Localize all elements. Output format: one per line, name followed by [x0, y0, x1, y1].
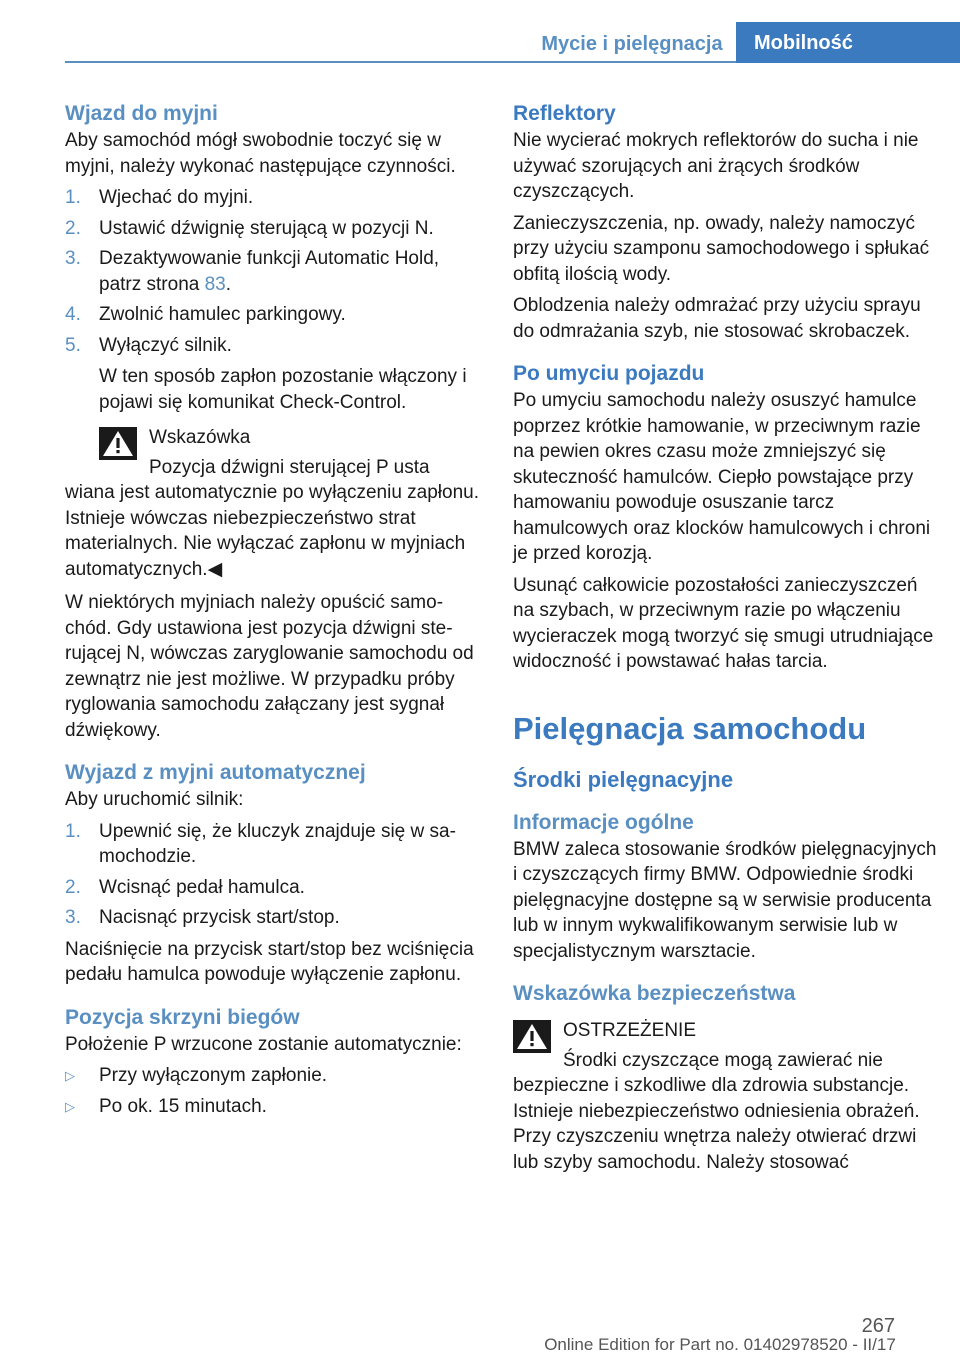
note-title: Wskazówka — [149, 427, 251, 448]
left-column — [65, 100, 483, 1125]
step-number: 4. — [65, 304, 81, 325]
step-text: Wyłączyć silnik. — [99, 334, 232, 356]
heading-wjazd: Wjazd do myjni — [65, 102, 218, 125]
paragraph-po-umyciu-2: Usunąć całkowicie pozostałości zanieczyszczeń na szybach, w przeciwnym razie po włączeniu wycieraczek mogą tworzyć się smugi utrudniające widoczność i powstawać hałas tarcia. — [513, 574, 934, 672]
bullet-list — [65, 1063, 483, 1119]
bullet-text: Przy wyłączonym zapłonie. — [99, 1065, 328, 1086]
warning-triangle-icon — [513, 1020, 551, 1053]
list-item — [65, 246, 483, 297]
bullet-triangle-icon: ▷ — [65, 1068, 75, 1083]
header-section-tab[interactable]: Mycie i pielęgnacja — [541, 33, 723, 55]
step-text: Zwolnić hamulec parkingowy. — [99, 304, 346, 325]
step-text-end: . — [225, 273, 232, 295]
paragraph-locking: W niektórych myjniach należy opuścić samochód. Gdy ustawiona jest pozycja dźwigni sterującej N, wówczas zaryglowanie samochodu od zewnątrz nie jest możliwe. W przypadku próby ryglowania samochodu załączany jest sygnał dźwiękowy. — [65, 592, 474, 741]
steps-list — [65, 185, 483, 415]
step-text: Ustawić dźwignię sterującą w pozycji N. — [99, 217, 434, 239]
step-number: 2. — [65, 217, 81, 239]
step-text: Dezaktywowanie funkcji Automatic Hold, patrz strona — [99, 248, 440, 295]
list-item — [65, 819, 483, 870]
step-text: Wcisnąć pedał hamulca. — [99, 876, 305, 898]
step-number: 2. — [65, 876, 81, 898]
list-item — [65, 333, 483, 416]
step-text: Upewnić się, że kluczyk znajduje się w samochodzie. — [99, 820, 456, 867]
paragraph-reflektory-2: Zanieczyszczenia, np. owady, należy namoczyć przy użyciu szamponu samochodowego i spłukać obfitą ilością wody. — [513, 212, 930, 285]
step-text: Wjechać do myjni. — [99, 187, 254, 208]
heading-srodki: Środki pielęgnacyjne — [513, 766, 734, 792]
warning-first-line: Środki czyszczące mogą zawierać nie — [563, 1049, 883, 1071]
warning-box — [513, 1018, 937, 1175]
step-number: 3. — [65, 907, 81, 928]
list-item — [65, 216, 483, 242]
start-steps-list — [65, 819, 483, 931]
list-item — [65, 185, 483, 211]
heading-reflektory: Reflektory — [513, 102, 616, 125]
right-column — [513, 100, 937, 1183]
paragraph-po-umyciu-1: Po umyciu samochodu należy osuszyć hamulce poprzez krótkie hamowanie, w przeciwnym razie na pewien okres czasu może zmniejszyć się skuteczność hamulców. Ciepło powstające przy hamowaniu powoduje osuszanie tarcz hamulcowych oraz klocków hamulcowych i chroni je przed korozją. — [513, 390, 931, 564]
note-text: wiana jest automatycznie po wyłączeniu zapłonu. Istnieje wówczas niebezpieczeństwo strat materialnych. Nie wyłączać zapłonu w myjniach automatycznych.◀ — [65, 482, 480, 580]
edition-note: Online Edition for Part no. 01402978520 - II/17 — [544, 1335, 896, 1354]
warning-text: bezpieczne i szkodliwe dla zdrowia substancje. Istnieje niebezpieczeństwo odniesienia obrażeń. Przy czyszczeniu wnętrza należy otwierać drzwi lub szyby samochodu. Należy stosować — [513, 1075, 920, 1173]
paragraph-start: Naciśnięcie na przycisk start/stop bez wciśnięcia pedału hamulca powoduje wyłączenie zapłonu. — [65, 938, 474, 985]
heading-pielegnacja: Pielęgnacja samochodu — [513, 710, 867, 746]
note-box — [65, 425, 483, 582]
list-item — [65, 905, 483, 931]
list-item — [65, 875, 483, 901]
warning-title: OSTRZEŻENIE — [563, 1020, 697, 1041]
step-number: 3. — [65, 248, 81, 269]
step-number: 5. — [65, 334, 81, 356]
heading-wskazowka: Wskazówka bezpieczeństwa — [513, 982, 796, 1005]
step-text: Nacisnąć przycisk start/stop. — [99, 907, 340, 928]
page-number: 267 — [861, 1315, 895, 1337]
step-number: 1. — [65, 820, 81, 842]
list-item — [65, 1094, 483, 1120]
step-continuation: W ten sposób zapłon pozostanie włączony i pojawi się komunikat Check-Control. — [99, 366, 467, 413]
paragraph-pozycja: Położenie P wrzucone zostanie automatycznie: — [65, 1033, 462, 1055]
list-item — [65, 302, 483, 328]
list-item — [65, 1063, 483, 1089]
paragraph-wyjazd: Aby uruchomić silnik: — [65, 789, 244, 810]
bullet-triangle-icon: ▷ — [65, 1098, 75, 1114]
heading-informacje: Informacje ogólne — [513, 810, 694, 834]
header-chapter-tab[interactable]: Mobilność — [736, 22, 960, 63]
paragraph-informacje: BMW zaleca stosowanie środków pielęgnacyjnych i czyszczących firmy BMW. Odpowiednie środki pielęgnacyjne dostępne są w serwisie producenta lub w innym wykwalifikowanym serwisie lub w specjalistycznym warsztacie. — [513, 838, 937, 962]
paragraph-reflektory-3: Oblodzenia należy odmrażać przy użyciu sprayu do odmrażania szyb, nie stosować skrobaczek. — [513, 295, 921, 342]
paragraph-wjazd: Aby samochód mógł swobodnie toczyć się w myjni, należy wykonać następujące czynności. — [65, 130, 456, 177]
heading-wyjazd: Wyjazd z myjni automatycznej — [65, 761, 366, 784]
bullet-text: Po ok. 15 minutach. — [99, 1095, 267, 1117]
page-link[interactable]: 83 — [204, 273, 226, 295]
heading-po-umyciu: Po umyciu pojazdu — [513, 362, 705, 385]
step-number: 1. — [65, 187, 81, 208]
heading-pozycja: Pozycja skrzyni biegów — [65, 1005, 300, 1029]
warning-triangle-icon — [99, 427, 137, 460]
note-first-line: Pozycja dźwigni sterującej P usta — [149, 456, 430, 478]
paragraph-reflektory-1: Nie wycierać mokrych reflektorów do sucha i nie używać szorujących ani żrących środków czyszczących. — [513, 130, 919, 202]
